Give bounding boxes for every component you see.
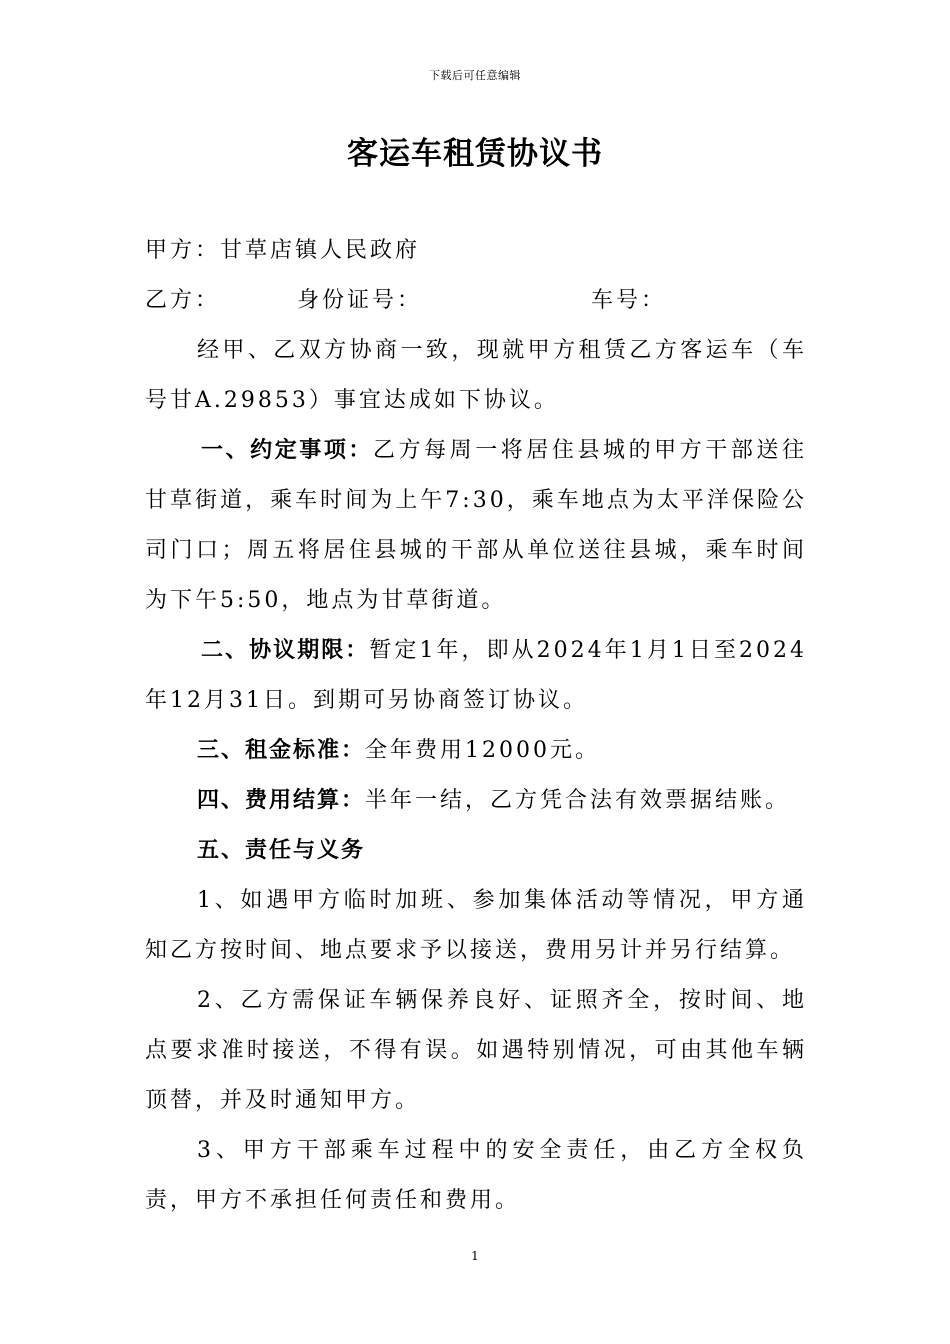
section-4-paragraph [145,776,807,826]
header-note: 下载后可任意编辑 [429,69,521,82]
section-2-heading: 二、协议期限： [201,638,370,663]
id-number-label: 身份证号： [297,288,423,313]
section-4-text: 半年一结，乙方凭合法有效票据结账。 [365,788,791,813]
document-body [145,226,807,1226]
party-b-line [145,276,807,326]
section-2-paragraph [145,626,807,726]
section-1-heading: 一、约定事项： [201,438,373,463]
item-3-paragraph: 3、甲方干部乘车过程中的安全责任，由乙方全权负责，甲方不承担任何责任和费用。 [145,1138,807,1213]
section-3-paragraph [145,726,807,776]
section-1-paragraph [145,426,807,626]
plate-number-label: 车号： [591,288,667,313]
document-title: 客运车租赁协议书 [347,136,603,172]
section-3-heading: 三、租金标准： [197,738,366,763]
intro-paragraph: 经甲、乙双方协商一致，现就甲方租赁乙方客运车（车号甘A.29853）事宜达成如下协议。 [145,338,807,413]
section-3-text: 全年费用12000元。 [365,738,601,763]
item-2-paragraph: 2、乙方需保证车辆保养良好、证照齐全，按时间、地点要求准时接送，不得有误。如遇特别情况，可由其他车辆顶替，并及时通知甲方。 [145,988,807,1113]
item-1-paragraph: 1、如遇甲方临时加班、参加集体活动等情况，甲方通知乙方按时间、地点要求予以接送，费用另计并另行结算。 [145,888,807,963]
page-number: 1 [471,1249,479,1263]
section-5-heading: 五、责任与义务 [197,838,366,863]
section-1-text: 乙方每周一将居住县城的甲方干部送往甘草街道，乘车时间为上午7:30，乘车地点为太平洋保险公司门口；周五将居住县城的干部从单位送往县城，乘车时间为下午5:50，地点为甘草街道。 [145,438,807,613]
section-2-text: 暂定1年，即从2024年1月1日至2024年12月31日。到期可另协商签订协议。 [145,638,807,713]
party-b-label: 乙方： [145,288,221,313]
section-5-paragraph [145,826,807,876]
party-a-line: 甲方：甘草店镇人民政府 [145,238,421,263]
section-4-heading: 四、费用结算： [197,788,366,813]
